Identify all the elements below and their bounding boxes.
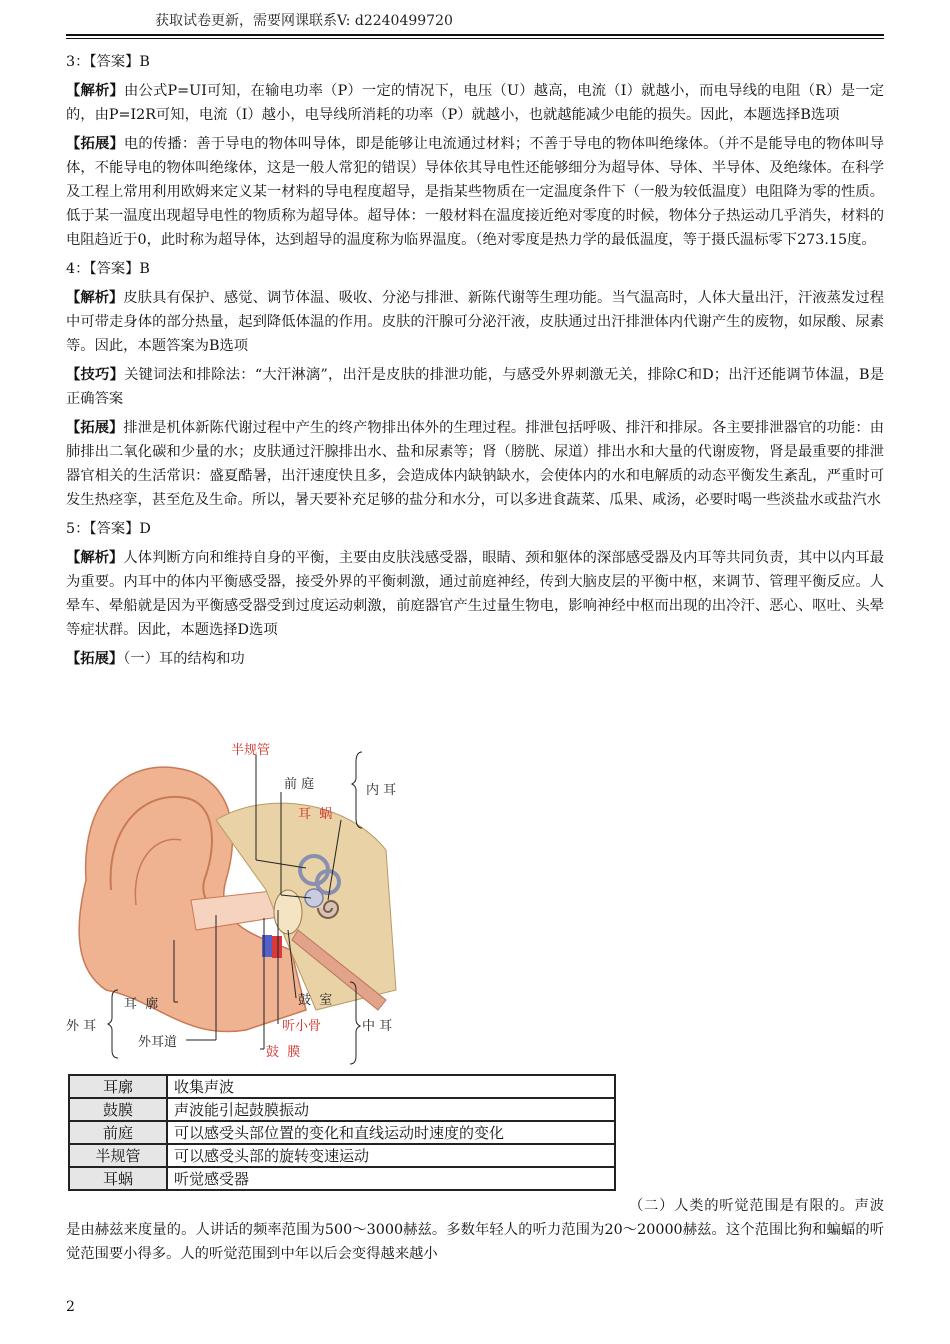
label-ossicles: 听小骨: [282, 1019, 322, 1034]
ear-diagram: [66, 740, 404, 1068]
label-eardrum: 鼓 膜: [266, 1045, 301, 1060]
header-rule-thin: [66, 38, 884, 39]
analysis-tag: 【解析】: [66, 290, 124, 306]
label-vestibule: 前 庭: [284, 777, 315, 792]
label-auricle: 耳 廓: [124, 997, 159, 1012]
q3-extension-text: 电的传播：善于导电的物体叫导体，即是能够让电流通过材料；不善于导电的物体叫绝缘体。（并不是能导电的物体叫导体，不能导电的物体叫绝缘体，这是一般人常犯的错误）导体依其导电性还能够细分为超导体、导体、半导体、及绝缘体。在科学及工程上常用利用欧姆来定义某一材料的导电程度超导，是指某些物质在一定温度条件下（一般为较低温度）电阻降为零的性质。低于某一温度出现超导电性的物质称为超导体。超导体：一般材料在温度接近绝对零度的时候，物体分子热运动几乎消失，材料的电阻趋近于0，此时称为超导体，达到超导的温度称为临界温度。（绝对零度是热力学的最低温度，等于摄氏温标零下273.15度。: [66, 136, 884, 248]
q3-analysis-text: 由公式P=UI可知，在输电功率（P）一定的情况下，电压（U）越高，电流（I）就越小，而电导线的电阻（R）是一定的，由P=I2R可知，电流（I）越小，电导线所消耗的功率（P）就越小，也就越能减少电能的损失。因此，本题选择B选项: [66, 83, 885, 123]
ear-part-cell: 半规管: [69, 1144, 167, 1167]
q4-answer: 4：【答案】B: [66, 261, 150, 277]
page-header: [0, 0, 950, 40]
q4-extension-text: 排泄是机体新陈代谢过程中产生的终产物排出体外的生理过程。排泄包括呼吸、排汗和排尿。各主要排泄器官的功能：由肺排出二氧化碳和少量的水；皮肤通过汗腺排出水、盐和尿素等；肾（膀胱、尿道）排出水和大量的代谢废物，肾是最重要的排泄器官相关的生活常识：盛夏酷暑，出汗速度快且多，会造成体内缺钠缺水，会使体内的水和电解质的动态平衡发生紊乱，严重时可发生热痉挛，甚至危及生命。所以，暑天要补充足够的盐分和水分，可以多进食蔬菜、瓜果、咸汤，必要时喝一些淡盐水或盐汽水: [66, 420, 885, 508]
q3-extension: [66, 132, 884, 252]
ear-table: [68, 1074, 616, 1191]
ear-function-cell: 声波能引起鼓膜振动: [167, 1098, 615, 1121]
q4-analysis: [66, 286, 884, 358]
header-rule: [66, 34, 884, 36]
analysis-tag: 【解析】: [66, 550, 124, 566]
ear-function-cell: 可以感受头部的旋转变速运动: [167, 1144, 615, 1167]
label-cochlea: 耳 蜗: [298, 807, 333, 822]
vessel-red: [272, 936, 282, 958]
table-row: [69, 1167, 615, 1190]
q5-extension: [66, 647, 884, 671]
table-row: [69, 1098, 615, 1121]
label-ear-canal: 外耳道: [138, 1035, 178, 1050]
hearing-range-text: （二）人类的听觉范围是有限的。声波是由赫兹来度量的。人讲话的频率范围为500～3000赫兹。多数年轻人的听力范围为20～20000赫兹。这个范围比狗和蝙蝠的听觉范围要小得多。人的听觉范围到中年以后会变得越来越小: [66, 1198, 884, 1262]
table-row: [69, 1075, 615, 1098]
ear-part-cell: 耳廓: [69, 1075, 167, 1098]
extension-tag: 【拓展】: [66, 420, 124, 436]
answer-content: [66, 50, 884, 671]
ear-function-cell: 可以感受头部位置的变化和直线运动时速度的变化: [167, 1121, 615, 1144]
q4-extension: [66, 416, 884, 512]
label-middle-ear: 中 耳: [362, 1019, 393, 1034]
ear-part-cell: 前庭: [69, 1121, 167, 1144]
header-text: 获取试卷更新，需要网课联系V: d2240499720: [155, 13, 453, 29]
ear-part-cell: 鼓膜: [69, 1098, 167, 1121]
label-inner-ear: 内 耳: [366, 783, 397, 798]
hearing-range-paragraph: [66, 1194, 884, 1266]
ear-part-cell: 耳蜗: [69, 1167, 167, 1190]
table-row: [69, 1144, 615, 1167]
q5-analysis-text: 人体判断方向和维持自身的平衡，主要由皮肤浅感受器，眼睛、颈和躯体的深部感受器及内耳等共同负责，其中以内耳最为重要。内耳中的体内平衡感受器，接受外界的平衡刺激，通过前庭神经，传到大脑皮层的平衡中枢，来调节、管理平衡反应。人晕车、晕船就是因为平衡感受器受到过度运动刺激，前庭器官产生过量生物电，影响神经中枢而出现的出冷汗、恶心、呕吐、头晕等症状群。因此，本题选择D选项: [66, 550, 885, 638]
ear-function-table: [68, 1074, 616, 1191]
q4-analysis-text: 皮肤具有保护、感觉、调节体温、吸收、分泌与排泄、新陈代谢等生理功能。当气温高时，人体大量出汗，汗液蒸发过程中可带走身体的部分热量，起到降低体温的作用。皮肤的汗腺可分泌汗液，皮肤通过出汗排泄体内代谢产生的废物，如尿酸、尿素等。因此，本题答案为B选项: [66, 290, 885, 354]
q4-tip-text: 关键词法和排除法：“大汗淋漓”，出汗是皮肤的排泄功能，与感受外界刺激无关，排除C和D；出汗还能调节体温，B是正确答案: [66, 367, 885, 407]
tip-tag: 【技巧】: [66, 367, 125, 383]
analysis-tag: 【解析】: [66, 83, 125, 99]
label-semicircular: 半规管: [231, 743, 271, 758]
q5-extension-text: （一）耳的结构和功: [123, 651, 245, 667]
extension-tag: 【拓展】: [66, 651, 124, 667]
ear-function-cell: 收集声波: [167, 1075, 615, 1098]
table-row: [69, 1121, 615, 1144]
q3-answer: 3：【答案】B: [66, 54, 150, 70]
label-tympanic-cavity: 鼓 室: [298, 993, 333, 1008]
ear-diagram-svg: [66, 740, 404, 1068]
q3-analysis: [66, 79, 884, 127]
label-outer-ear: 外 耳: [66, 1019, 97, 1034]
ear-function-cell: 听觉感受器: [167, 1167, 615, 1190]
q5-analysis: [66, 546, 884, 642]
extension-tag: 【拓展】: [66, 136, 124, 152]
q4-tip: [66, 363, 884, 411]
q5-answer: 5：【答案】D: [66, 521, 151, 537]
page-number: 2: [66, 1299, 75, 1315]
